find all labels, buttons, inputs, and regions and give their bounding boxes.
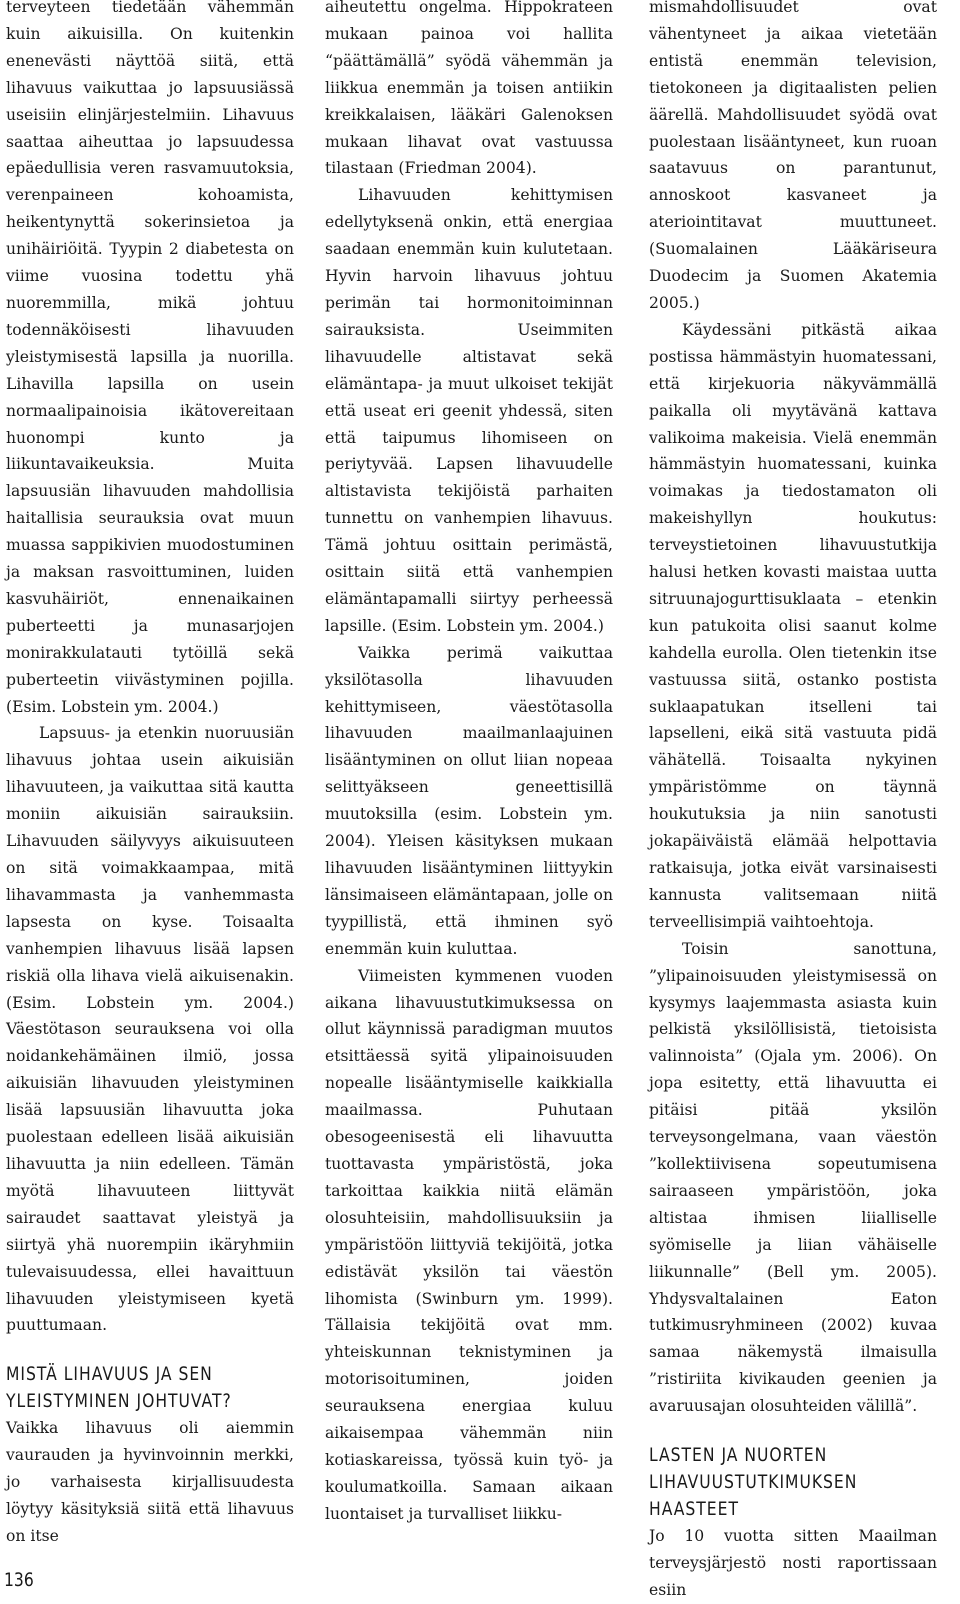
section-heading: MISTÄ LIHAVUUS JA SEN YLEISTYMINEN JOHTUVAT? <box>6 1363 232 1413</box>
paragraph: Toisin sanottuna, ”ylipainoisuuden yleistymisessä on kysymys laajemmasta asiasta kuin pelkistä yksilöllisistä, tietoisista valinnoista” (Ojala ym. 2006). On jopa esitetty, että lihavuutta ei pitäisi pitää yksilön terveysongelmana, vaan väestön ”kollektiivisena sopeutumisena sairaaseen ympäristöön, joka altistaa ihmisen liialliselle syömiselle ja liian vähäiselle liikunnalle” (Bell ym. 2005). Yhdysvaltalainen Eaton tutkimusryhmineen (2002) kuvaa samaa näkemystä ilmaisulla ”ristiriita kivikauden geenien ja avaruusajan olosuhteiden välillä”. <box>649 939 937 1416</box>
section-heading: LASTEN JA NUORTEN LIHAVUUSTUTKIMUKSEN HAASTEET <box>649 1444 858 1521</box>
paragraph: Lapsuus- ja etenkin nuoruusiän lihavuus johtaa usein aikuisiän lihavuuteen, ja vaikuttaa sitä kautta moniin aikuisiän sairauksiin. Lihavuuden säilyvyys aikuisuuteen on sitä voimakkaampaa, mitä lihavammasta ja vanhemmasta lapsesta on kyse. Toisaalta vanhempien lihavuus lisää lapsen riskiä olla lihava vielä aikuisenakin. (Esim. Lobstein ym. 2004.) Väestötason seurauksena voi olla noidankehämäinen ilmiö, jossa aikuisiän lihavuuden yleistyminen lisää lapsuusiän lihavuutta joka puolestaan edelleen lisää aikuisiän lihavuutta ja niin edelleen. Tämän myötä lihavuuteen liittyvät sairaudet saattavat yleistyä ja siirtyä yhä nuorempiin ikäryhmiin tulevaisuudessa, ellei havaittuun lihavuuden yleistymiseen kyetä puuttumaan. <box>6 724 294 1335</box>
text-column-2 <box>325 0 613 1528</box>
paragraph: terveyteen tiedetään vähemmän kuin aikuisilla. On kuitenkin enenevästi näyttöä siitä, että lihavuus vaikuttaa jo lapsuusiässä useisiin elinjärjestelmiin. Lihavuus saattaa aiheuttaa jo lapsuudessa epäedullisia veren rasvamuutoksia, verenpaineen kohoamista, heikentynyttä sokerinsietoa ja unihäiriöitä. Tyypin 2 diabetesta on viime vuosina todettu yhä nuoremmilla, mikä johtuu todennäköisesti lihavuuden yleistymisestä lapsilla ja nuorilla. Lihavilla lapsilla on usein normaalipainoisia ikätovereitaan huonompi kunto ja liikuntavaikeuksia. Muita lapsuusiän lihavuuden mahdollisia haitallisia seurauksia ovat muun muassa sappikivien muodostuminen ja maksan rasvoittuminen, luiden kasvuhäiriöt, ennenaikainen puberteetti ja munasarjojen monirakkulatauti tytöillä sekä puberteetin viivästyminen pojilla. (Esim. Lobstein ym. 2004.) <box>6 0 294 716</box>
paragraph: Viimeisten kymmenen vuoden aikana lihavuustutkimuksessa on ollut käynnissä paradigman muutos etsittäessä syitä ylipainoisuuden nopealle lisääntymiselle kaikkialla maailmassa. Puhutaan obesogeenisestä eli lihavuutta tuottavasta ympäristöstä, joka tarkoittaa kaikkia niitä elämän olosuhteisiin, mahdollisuuksiin ja ympäristöön liittyviä tekijöitä, jotka edistävät yksilön tai väestön lihomista (Swinburn ym. 1999). Tällaisia tekijöitä ovat mm. yhteiskunnan teknistyminen ja motorisoituminen, joiden seurauksena energiaa kuluu aikaisempaa vähemmän niin kotiaskareissa, työssä kuin työ- ja koulumatkoilla. Samaan aikaan luontaiset ja turvalliset liikku- <box>325 966 613 1523</box>
paragraph: aiheutettu ongelma. Hippokrateen mukaan painoa voi hallita “päättämällä” syödä vähemmän ja liikkua enemmän ja toisen antiikin kreikkalaisen, lääkäri Galenoksen mukaan lihavat ovat vastuussa tilastaan (Friedman 2004). <box>325 0 613 178</box>
paragraph: Lihavuuden kehittymisen edellytyksenä onkin, että energiaa saadaan enemmän kuin kulutetaan. Hyvin harvoin lihavuus johtuu perimän tai hormonitoiminnan sairauksista. Useimmiten lihavuudelle altistavat sekä elämäntapa- ja muut ulkoiset tekijät että useat eri geenit yhdessä, siten että taipumus lihomiseen on periytyvää. Lapsen lihavuudelle altistavista tekijöistä parhaiten tunnettu on vanhempien lihavuus. Tämä johtuu osittain perimästä, osittain siitä että vanhempien elämäntapamalli siirtyy perheessä lapsille. (Esim. Lobstein ym. 2004.) <box>325 186 613 635</box>
paragraph: Käydessäni pitkästä aikaa postissa hämmästyin huomatessani, että kirjekuoria näkyvämmällä paikalla oli myytävänä kattava valikoima makeisia. Vielä enemmän hämmästyin huomatessani, kuinka voimakas ja tiedostamaton oli makeishyllyn houkutus: terveystietoinen lihavuustutkija halusi hetken kovasti maistaa uutta sitruunajogurttisuklaata – etenkin kun patukoita olisi saanut kolme kahdella eurolla. Olen tietenkin itse vastuussa siitä, ostanko postista suklaapatukan itselleni tai lapselleni, eikä sitä vastuuta pidä vähätellä. Toisaalta nykyinen ympäristömme on täynnä houkutuksia ja niin sanotusti jokapäiväistä elämää helpottavia ratkaisuja, jotka eivät varsinaisesti kannusta valitsemaan niitä terveellisimpiä vaihtoehtoja. <box>649 320 937 931</box>
paragraph: Vaikka perimä vaikuttaa yksilötasolla lihavuuden kehittymiseen, väestötasolla lihavuuden maailmanlaajuinen lisääntyminen on ollut liian nopeaa selittyäkseen geneettisillä muutoksilla (esim. Lobstein ym. 2004). Yleisen käsityksen mukaan lihavuuden lisääntyminen liittyykin länsimaiseen elämäntapaan, jolle on tyypillistä, että ihminen syö enemmän kuin kuluttaa. <box>325 643 613 958</box>
text-column-1 <box>6 0 294 1550</box>
text-column-3 <box>649 0 937 1604</box>
page-number: 136 <box>4 1569 34 1591</box>
paragraph: Jo 10 vuotta sitten Maailman terveysjärjestö nosti raportissaan esiin <box>649 1527 937 1599</box>
paragraph: mismahdollisuudet ovat vähentyneet ja aikaa vietetään entistä enemmän television, tietokoneen ja digitaalisten pelien äärellä. Mahdollisuudet syödä ovat puolestaan lisääntyneet, kun ruoan saatavuus on parantunut, annoskoot kasvaneet ja ateriointitavat muuttuneet. (Suomalainen Lääkäriseura Duodecim ja Suomen Akatemia 2005.) <box>649 0 937 312</box>
paragraph: Vaikka lihavuus oli aiemmin vaurauden ja hyvinvoinnin merkki, jo varhaisesta kirjallisuudesta löytyy käsityksiä siitä että lihavuus on itse <box>6 1419 294 1545</box>
